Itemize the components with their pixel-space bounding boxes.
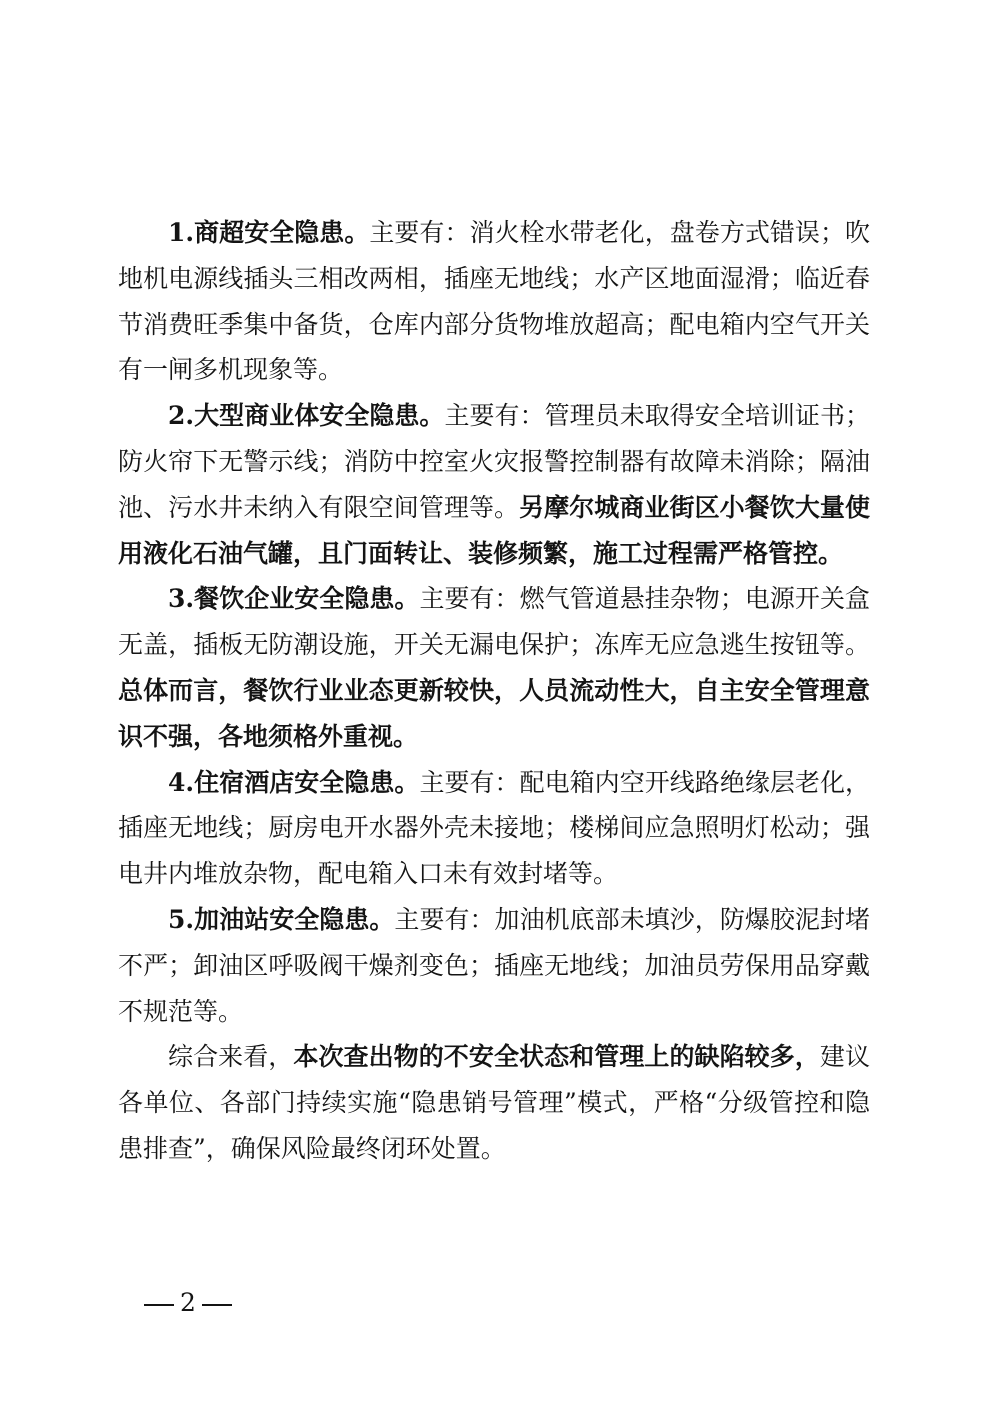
paragraph-text: 主要有：燃气管道悬挂杂物；电源开关盒无盖，插板无防潮设施，开关无漏电保护；冻库无应急逃生按钮等。 bbox=[118, 584, 870, 660]
paragraph-gas-station-hazards bbox=[118, 897, 870, 1034]
paragraph-hotel-hazards bbox=[118, 760, 870, 897]
paragraph-shopping-mall-hazards bbox=[118, 210, 870, 393]
paragraph-tail: 建议各单位、各部门持续实施“隐患销号管理”模式，严格“分级管控和隐患排查”，确保风险最终闭环处置。 bbox=[118, 1042, 870, 1163]
paragraph-text: 综合来看， bbox=[168, 1042, 294, 1072]
paragraph-text: 主要有：管理员未取得安全培训证书；防火帘下无警示线；消防中控室火灾报警控制器有故障未消除；隔油池、污水井未纳入有限空间管理等。 bbox=[118, 401, 870, 522]
page-number-value: 2 bbox=[180, 1288, 196, 1317]
dash-left bbox=[144, 1304, 174, 1306]
paragraph-heading: 1.商超安全隐患。 bbox=[168, 218, 370, 247]
paragraph-summary bbox=[118, 1034, 870, 1171]
paragraph-commercial-complex-hazards bbox=[118, 393, 870, 576]
paragraph-heading: 2.大型商业体安全隐患。 bbox=[168, 401, 445, 431]
paragraph-heading: 4.住宿酒店安全隐患。 bbox=[168, 767, 420, 797]
dash-right bbox=[202, 1304, 232, 1306]
document-body bbox=[118, 210, 870, 1172]
paragraph-catering-hazards bbox=[118, 576, 870, 759]
paragraph-emphasis: 另摩尔城商业街区小餐饮大量使用液化石油气罐，且门面转让、装修频繁，施工过程需严格管控。 bbox=[118, 492, 870, 568]
page-number bbox=[138, 1288, 238, 1318]
paragraph-emphasis: 本次查出物的不安全状态和管理上的缺陷较多， bbox=[293, 1042, 820, 1072]
paragraph-emphasis: 总体而言，餐饮行业业态更新较快，人员流动性大，自主安全管理意识不强，各地须格外重视。 bbox=[118, 675, 870, 751]
paragraph-text: 主要有：消火栓水带老化，盘卷方式错误；吹地机电源线插头三相改两相，插座无地线；水产区地面湿滑；临近春节消费旺季集中备货，仓库内部分货物堆放超高；配电箱内空气开关有一闸多机现象等。 bbox=[118, 218, 870, 385]
paragraph-heading: 3.餐饮企业安全隐患。 bbox=[168, 584, 420, 614]
paragraph-heading: 5.加油站安全隐患。 bbox=[168, 904, 395, 934]
paragraph-text: 主要有：配电箱内空开线路绝缘层老化，插座无地线；厨房电开水器外壳未接地；楼梯间应急照明灯松动；强电井内堆放杂物，配电箱入口未有效封堵等。 bbox=[118, 767, 870, 889]
paragraph-text: 主要有：加油机底部未填沙，防爆胶泥封堵不严；卸油区呼吸阀干燥剂变色；插座无地线；加油员劳保用品穿戴不规范等。 bbox=[118, 904, 870, 1026]
